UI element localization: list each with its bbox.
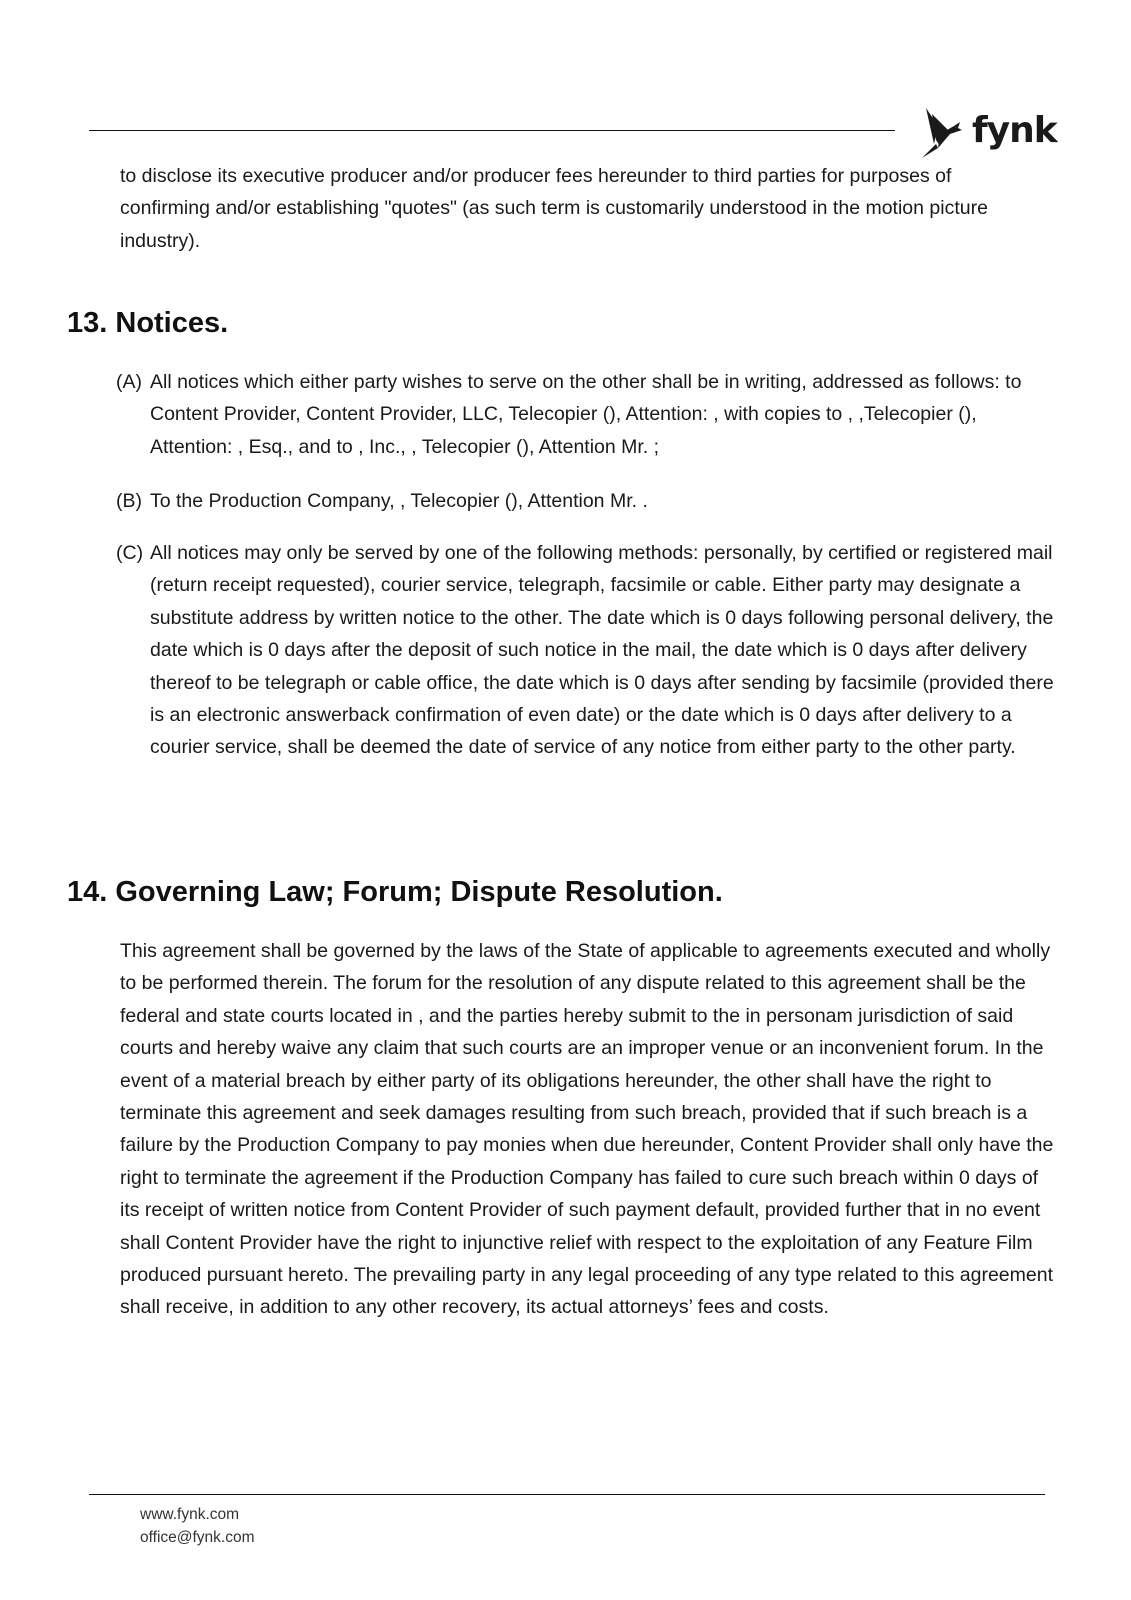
section-heading-governing-law: 14. Governing Law; Forum; Dispute Resolution. (67, 876, 723, 908)
brand-logo (918, 104, 1057, 160)
section-heading-notices: 13. Notices. (67, 307, 229, 339)
clause-label: (A) (116, 371, 142, 393)
clause-c (116, 537, 1056, 764)
footer-website-link[interactable]: www.fynk.com (140, 1506, 240, 1523)
footer-divider (89, 1494, 1045, 1495)
bird-icon (918, 104, 970, 160)
clause-a (116, 366, 1056, 463)
footer-email-link[interactable]: office@fynk.com (140, 1529, 255, 1546)
clause-b (116, 485, 1056, 517)
clause-text: To the Production Company, , Telecopier (), Attention Mr. . (150, 490, 648, 512)
brand-wordmark: fynk (972, 109, 1057, 151)
clause-label: (C) (116, 542, 144, 564)
intro-paragraph: to disclose its executive producer and/or producer fees hereunder to third parties for purposes of confirming and/or establishing "quotes" (as such term is customarily understood in the motion picture industry). (120, 165, 988, 252)
clause-text: All notices may only be served by one of the following methods: personally, by certified or registered mail (return receipt requested), courier service, telegraph, facsimile or cable. Either party may designate a substitute address by written notice to the other. The date which is 0 days following personal delivery, the date which is 0 days after the deposit of such notice in the mail, the date which is 0 days after delivery thereof to be telegraph or cable office, the date which is 0 days after sending by facsimile (provided there is an electronic answerback confirmation of even date) or the date which is 0 days after delivery to a courier service, shall be deemed the date of service of any notice from either party to the other party. (150, 542, 1054, 759)
clause-text: All notices which either party wishes to serve on the other shall be in writing, addressed as follows: to Content Provider, Content Provider, LLC, Telecopier (), Attention: , with copies to , ,Telecopier (), Attention: , Esq., and to , Inc., , Telecopier (), Attention Mr. ; (150, 371, 1022, 458)
clause-label: (B) (116, 490, 142, 512)
governing-law-paragraph: This agreement shall be governed by the laws of the State of applicable to agreements executed and wholly to be performed therein. The forum for the resolution of any dispute related to this agreement shall be the federal and state courts located in , and the parties hereby submit to the in personam jurisdiction of said courts and hereby waive any claim that such courts are an improper venue or an inconvenient forum. In the event of a material breach by either party of its obligations hereunder, the other shall have the right to terminate this agreement and seek damages resulting from such breach, provided that if such breach is a failure by the Production Company to pay monies when due hereunder, Content Provider shall only have the right to terminate the agreement if the Production Company has failed to cure such breach within 0 days of its receipt of written notice from Content Provider of such payment default, provided further that in no event shall Content Provider have the right to injunctive relief with respect to the exploitation of any Feature Film produced pursuant hereto. The prevailing party in any legal proceeding of any type related to this agreement shall receive, in addition to any other recovery, its actual attorneys’ fees and costs. (120, 940, 1054, 1319)
header-divider (89, 130, 895, 131)
